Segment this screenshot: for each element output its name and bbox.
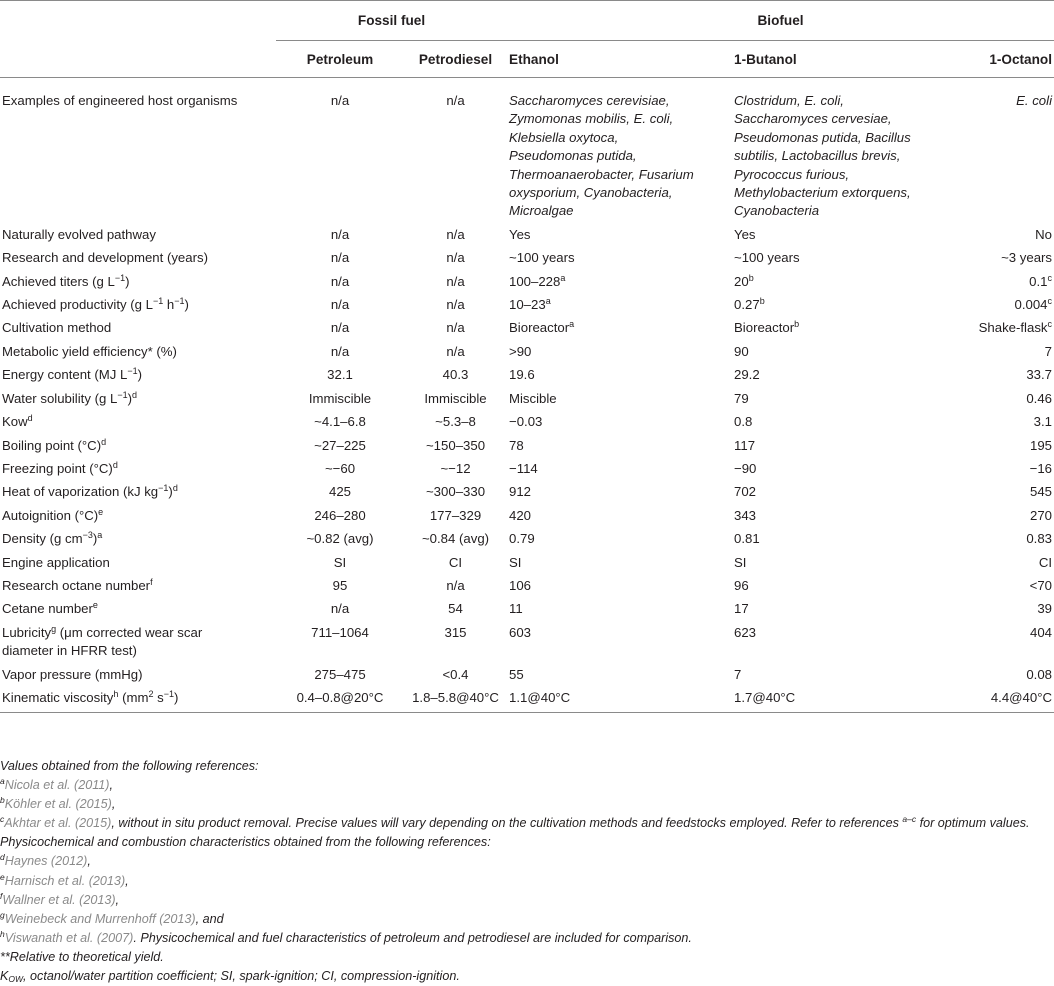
cell-petrodiesel: ~0.84 (avg) <box>421 531 490 547</box>
cell-petroleum: ~0.82 (avg) <box>306 531 374 547</box>
cell-petrodiesel: n/a <box>446 250 465 266</box>
cell-octanol: No <box>1035 226 1053 242</box>
cell-butanol: 17 <box>734 601 749 617</box>
table-row <box>0 244 1054 267</box>
cell-butanol: 20$^b$ <box>734 272 754 289</box>
cell-petrodiesel: CI <box>448 554 463 570</box>
cell-octanol: Shake-flask$^c$ <box>978 319 1053 336</box>
cell-petroleum: n/a <box>330 226 350 242</box>
cell-ethanol: 11 <box>509 601 523 617</box>
cell-petrodiesel: ~150–350 <box>425 437 486 453</box>
cell-butanol: 0.8 <box>734 414 753 430</box>
cell-petrodiesel: <0.4 <box>442 666 469 682</box>
cell-petrodiesel: n/a <box>446 273 465 289</box>
reference-link[interactable]: Weinebeck and Murrenhoff (2013) <box>4 911 196 926</box>
cell-petrodiesel: n/a <box>446 320 465 336</box>
footnote-relative: **Relative to theoretical yield. <box>0 949 164 964</box>
cell-petrodiesel: n/a <box>446 226 465 242</box>
cell-petrodiesel: n/a <box>446 577 465 593</box>
table-row <box>0 432 1054 455</box>
cell-butanol: 117 <box>734 437 756 453</box>
cell-octanol: CI <box>1038 554 1053 570</box>
table-row <box>0 502 1054 525</box>
cell-butanol: 96 <box>734 577 749 593</box>
row-label: Boiling point $(^\circ C)^d$ <box>2 436 107 453</box>
column-header-butanol: 1-Butanol <box>732 41 960 78</box>
row-label: Examples of engineered host organisms <box>2 93 238 108</box>
cell-octanol: 0.08 <box>1026 666 1053 682</box>
cell-ethanol: >90 <box>509 343 532 359</box>
cell-butanol: 0.27$^b$ <box>734 296 765 313</box>
table-footnotes <box>0 757 1054 986</box>
cell-butanol: SI <box>734 554 747 570</box>
cell-petroleum: Immiscible <box>308 390 372 406</box>
cell-petroleum: n/a <box>330 273 350 289</box>
cell-octanol: −16 <box>1029 460 1053 476</box>
cell-butanol: 1.7@40°C <box>732 684 960 713</box>
cell-petrodiesel: n/a <box>446 93 465 108</box>
cell-butanol: Clostridum, E. coli, Saccharomyces cervesiae, Pseudomonas putida, Bacillus subtilis, Lactobacillus brevis, Pyrococcus furious, Methylobacterium extorquens, Cyanobacteria <box>734 93 911 219</box>
row-label: Achieved titers (g $L^{-1}$) <box>2 272 130 289</box>
cell-petroleum: n/a <box>330 250 350 266</box>
table-row <box>0 361 1054 384</box>
table-row <box>0 619 1054 661</box>
header-spacer <box>0 41 276 78</box>
table-row <box>0 408 1054 431</box>
cell-butanol: 623 <box>734 624 757 640</box>
row-label: Vapor pressure (mmHg) <box>2 666 143 682</box>
cell-ethanol: 10–23$^a$ <box>509 296 551 313</box>
cell-petroleum: n/a <box>330 601 350 617</box>
cell-octanol: 7 <box>1044 343 1053 359</box>
column-header-row <box>0 41 1054 78</box>
row-label: Naturally evolved pathway <box>2 226 156 242</box>
table-row <box>0 338 1054 361</box>
cell-ethanol: 0.79 <box>509 531 535 547</box>
cell-ethanol: 19.6 <box>509 367 535 383</box>
cell-petroleum: 32.1 <box>327 367 353 383</box>
footnote-d: $^d$Haynes (2012), <box>0 852 91 869</box>
row-label: Water solubility (g $L^{-1})^d$ <box>2 389 137 406</box>
reference-link[interactable]: Viswanath et al. (2007) <box>4 930 134 945</box>
row-label: Research octane number$^f$ <box>2 576 153 593</box>
row-label: Kow$^d$ <box>2 413 33 430</box>
cell-butanol: 702 <box>734 484 757 500</box>
cell-petrodiesel: 40.3 <box>442 367 469 383</box>
cell-petroleum: n/a <box>330 93 350 108</box>
cell-petroleum: ~27–225 <box>314 437 366 453</box>
row-label: Heat of vaporization (kJ $kg^{-1})^d$ <box>2 483 178 500</box>
cell-octanol: 404 <box>1030 624 1053 640</box>
cell-ethanol: 106 <box>509 577 532 593</box>
cell-ethanol: Saccharomyces cerevisiae, Zymomonas mobilis, E. coli, Klebsiella oxytoca, Pseudomonas putida, Thermoanaerobacter, Fusarium oxysporium, Cyanobacteria, Microalgae <box>509 93 694 219</box>
table-row <box>0 455 1054 478</box>
cell-petrodiesel: ~5.3–8 <box>435 414 476 430</box>
footnote-intro: Values obtained from the following references: <box>0 759 259 773</box>
cell-ethanol: −0.03 <box>509 414 543 430</box>
cell-octanol: 0.1$^c$ <box>1029 272 1053 289</box>
cell-octanol: 545 <box>1030 484 1053 500</box>
reference-link[interactable]: Harnisch et al. (2013) <box>4 873 126 888</box>
cell-petroleum: SI <box>333 554 347 570</box>
cell-petrodiesel: ~−12 <box>440 460 471 476</box>
cell-butanol: Bioreactor$^b$ <box>734 319 800 336</box>
cell-octanol: 270 <box>1030 507 1053 523</box>
cell-petrodiesel: 54 <box>448 601 463 617</box>
footnote-c: $^c$Akhtar et al. (2015), without in situ product removal. Precise values will vary depending on the cultivation methods and feedstocks employed. Refer to references $^{a-c}$ for optimum values. <box>0 814 1030 831</box>
cell-butanol: 79 <box>734 390 749 406</box>
cell-ethanol: 1.1@40°C <box>507 684 732 713</box>
cell-octanol: 0.83 <box>1026 531 1053 547</box>
table-row <box>0 572 1054 595</box>
reference-link[interactable]: Nicola et al. (2011) <box>4 778 110 793</box>
footnote-intro-2: Physicochemical and combustion characteristics obtained from the following references: <box>0 835 491 850</box>
cell-petroleum: 275–475 <box>314 666 366 682</box>
cell-butanol: 343 <box>734 507 757 523</box>
footnote-abbreviations: KOW, octanol/water partition coefficient; SI, spark-ignition; CI, compression-ignition. <box>0 969 460 985</box>
column-header-petrodiesel: Petrodiesel <box>404 41 507 78</box>
row-label: Cetane number$^e$ <box>2 600 98 617</box>
row-label: Energy content (MJ $L^{-1}$) <box>2 366 143 383</box>
table-row <box>0 385 1054 408</box>
cell-butanol: 0.81 <box>734 531 760 547</box>
column-header-ethanol: Ethanol <box>507 41 732 78</box>
cell-ethanol: SI <box>509 554 522 570</box>
row-label: Research and development (years) <box>2 250 208 266</box>
table-row <box>0 549 1054 572</box>
row-label: Engine application <box>2 554 110 570</box>
cell-petrodiesel: n/a <box>446 343 465 359</box>
cell-petrodiesel: Immiscible <box>424 390 487 406</box>
cell-petrodiesel: n/a <box>446 297 465 313</box>
cell-ethanol: 55 <box>509 666 524 682</box>
row-label: Metabolic yield efficiency* (%) <box>2 343 177 359</box>
table-row <box>0 525 1054 548</box>
group-header-row <box>0 1 1054 41</box>
cell-ethanol: Yes <box>509 226 531 242</box>
header-spacer <box>0 1 276 41</box>
cell-octanol: 0.004$^c$ <box>1014 296 1053 313</box>
cell-octanol: <70 <box>1029 577 1053 593</box>
cell-ethanol: 420 <box>509 507 532 523</box>
table-row <box>0 268 1054 291</box>
cell-petroleum: n/a <box>330 343 350 359</box>
cell-petroleum: 711–1064 <box>311 624 369 640</box>
row-label: Achieved productivity (g $L^{-1}$ $h^{-1}$) <box>2 296 189 313</box>
cell-octanol: 39 <box>1037 601 1053 617</box>
table-row <box>0 661 1054 684</box>
footnote-e: $^e$Harnisch et al. (2013), <box>0 871 129 888</box>
group-header-biofuel: Biofuel <box>507 1 1054 41</box>
row-label: Kinematic viscosity$^h$ ($mm^2$ $s^{-1}$) <box>0 684 276 713</box>
cell-petrodiesel: 177–329 <box>429 507 482 523</box>
cell-ethanol: 100–228$^a$ <box>509 272 566 289</box>
cell-ethanol: Miscible <box>509 390 557 406</box>
cell-petroleum: n/a <box>330 297 350 313</box>
row-label: Autoignition $(^\circ C)^e$ <box>2 506 104 523</box>
cell-petrodiesel: 1.8–5.8@40°C <box>404 684 507 713</box>
cell-petroleum: 0.4–0.8@20°C <box>276 684 404 713</box>
footnote-h: $^h$Viswanath et al. (2007). Physicochemical and fuel characteristics of petroleum and petrodiesel are included for comparison. <box>0 928 692 945</box>
cell-octanol: 33.7 <box>1026 367 1053 383</box>
cell-butanol: ~100 years <box>734 250 800 266</box>
cell-ethanol: 78 <box>509 437 524 453</box>
column-header-octanol: 1-Octanol <box>960 41 1054 78</box>
cell-butanol: Yes <box>734 226 756 242</box>
table-row <box>0 478 1054 501</box>
table-row <box>0 78 1054 221</box>
reference-link[interactable]: Akhtar et al. (2015) <box>4 816 112 831</box>
cell-petrodiesel: 315 <box>444 624 467 640</box>
cell-petrodiesel: ~300–330 <box>425 484 486 500</box>
cell-petroleum: ~−60 <box>324 460 356 476</box>
cell-ethanol: ~100 years <box>509 250 575 266</box>
reference-link[interactable]: Haynes (2012) <box>4 854 88 869</box>
cell-butanol: 90 <box>734 343 749 359</box>
cell-ethanol: 912 <box>509 484 532 500</box>
cell-octanol: 4.4@40°C <box>960 684 1054 713</box>
cell-octanol: 3.1 <box>1033 414 1053 430</box>
footnote-g: $^g$Weinebeck and Murrenhoff (2013), and <box>0 909 224 926</box>
cell-ethanol: Bioreactor$^a$ <box>509 319 575 336</box>
table-row <box>0 221 1054 244</box>
table-row <box>0 291 1054 314</box>
cell-ethanol: −114 <box>509 460 538 476</box>
cell-octanol: 0.46 <box>1026 390 1053 406</box>
row-label: Lubricity$^g$ (μm corrected wear scar diameter in HFRR test) <box>2 623 203 659</box>
cell-ethanol: 603 <box>509 624 532 640</box>
cell-butanol: −90 <box>734 460 757 476</box>
row-label: Cultivation method <box>2 320 112 336</box>
footnote-a: $^a$Nicola et al. (2011), <box>0 776 113 793</box>
cell-octanol: E. coli <box>1016 93 1053 108</box>
cell-octanol: ~3 years <box>1001 250 1053 266</box>
cell-petroleum: n/a <box>330 320 350 336</box>
reference-link[interactable]: Wallner et al. (2013) <box>2 892 116 907</box>
table-row <box>0 684 1054 713</box>
footnote-f: $^f$Wallner et al. (2013), <box>0 890 120 907</box>
column-header-petroleum: Petroleum <box>276 41 404 78</box>
cell-petroleum: 246–280 <box>314 507 366 523</box>
cell-butanol: 29.2 <box>734 367 760 383</box>
group-header-fossil: Fossil fuel <box>276 1 507 41</box>
row-label: Density (g $cm^{-3})^a$ <box>2 530 103 547</box>
cell-octanol: 195 <box>1030 437 1053 453</box>
reference-link[interactable]: Köhler et al. (2015) <box>4 797 112 812</box>
cell-petroleum: ~4.1–6.8 <box>314 414 366 430</box>
cell-petroleum: 425 <box>328 484 351 500</box>
table-row <box>0 314 1054 337</box>
row-label: Freezing point $(^\circ C)^d$ <box>2 459 118 476</box>
footnote-b: $^b$Köhler et al. (2015), <box>0 795 116 812</box>
cell-butanol: 7 <box>734 666 742 682</box>
table-row <box>0 595 1054 618</box>
cell-petroleum: 95 <box>332 577 348 593</box>
